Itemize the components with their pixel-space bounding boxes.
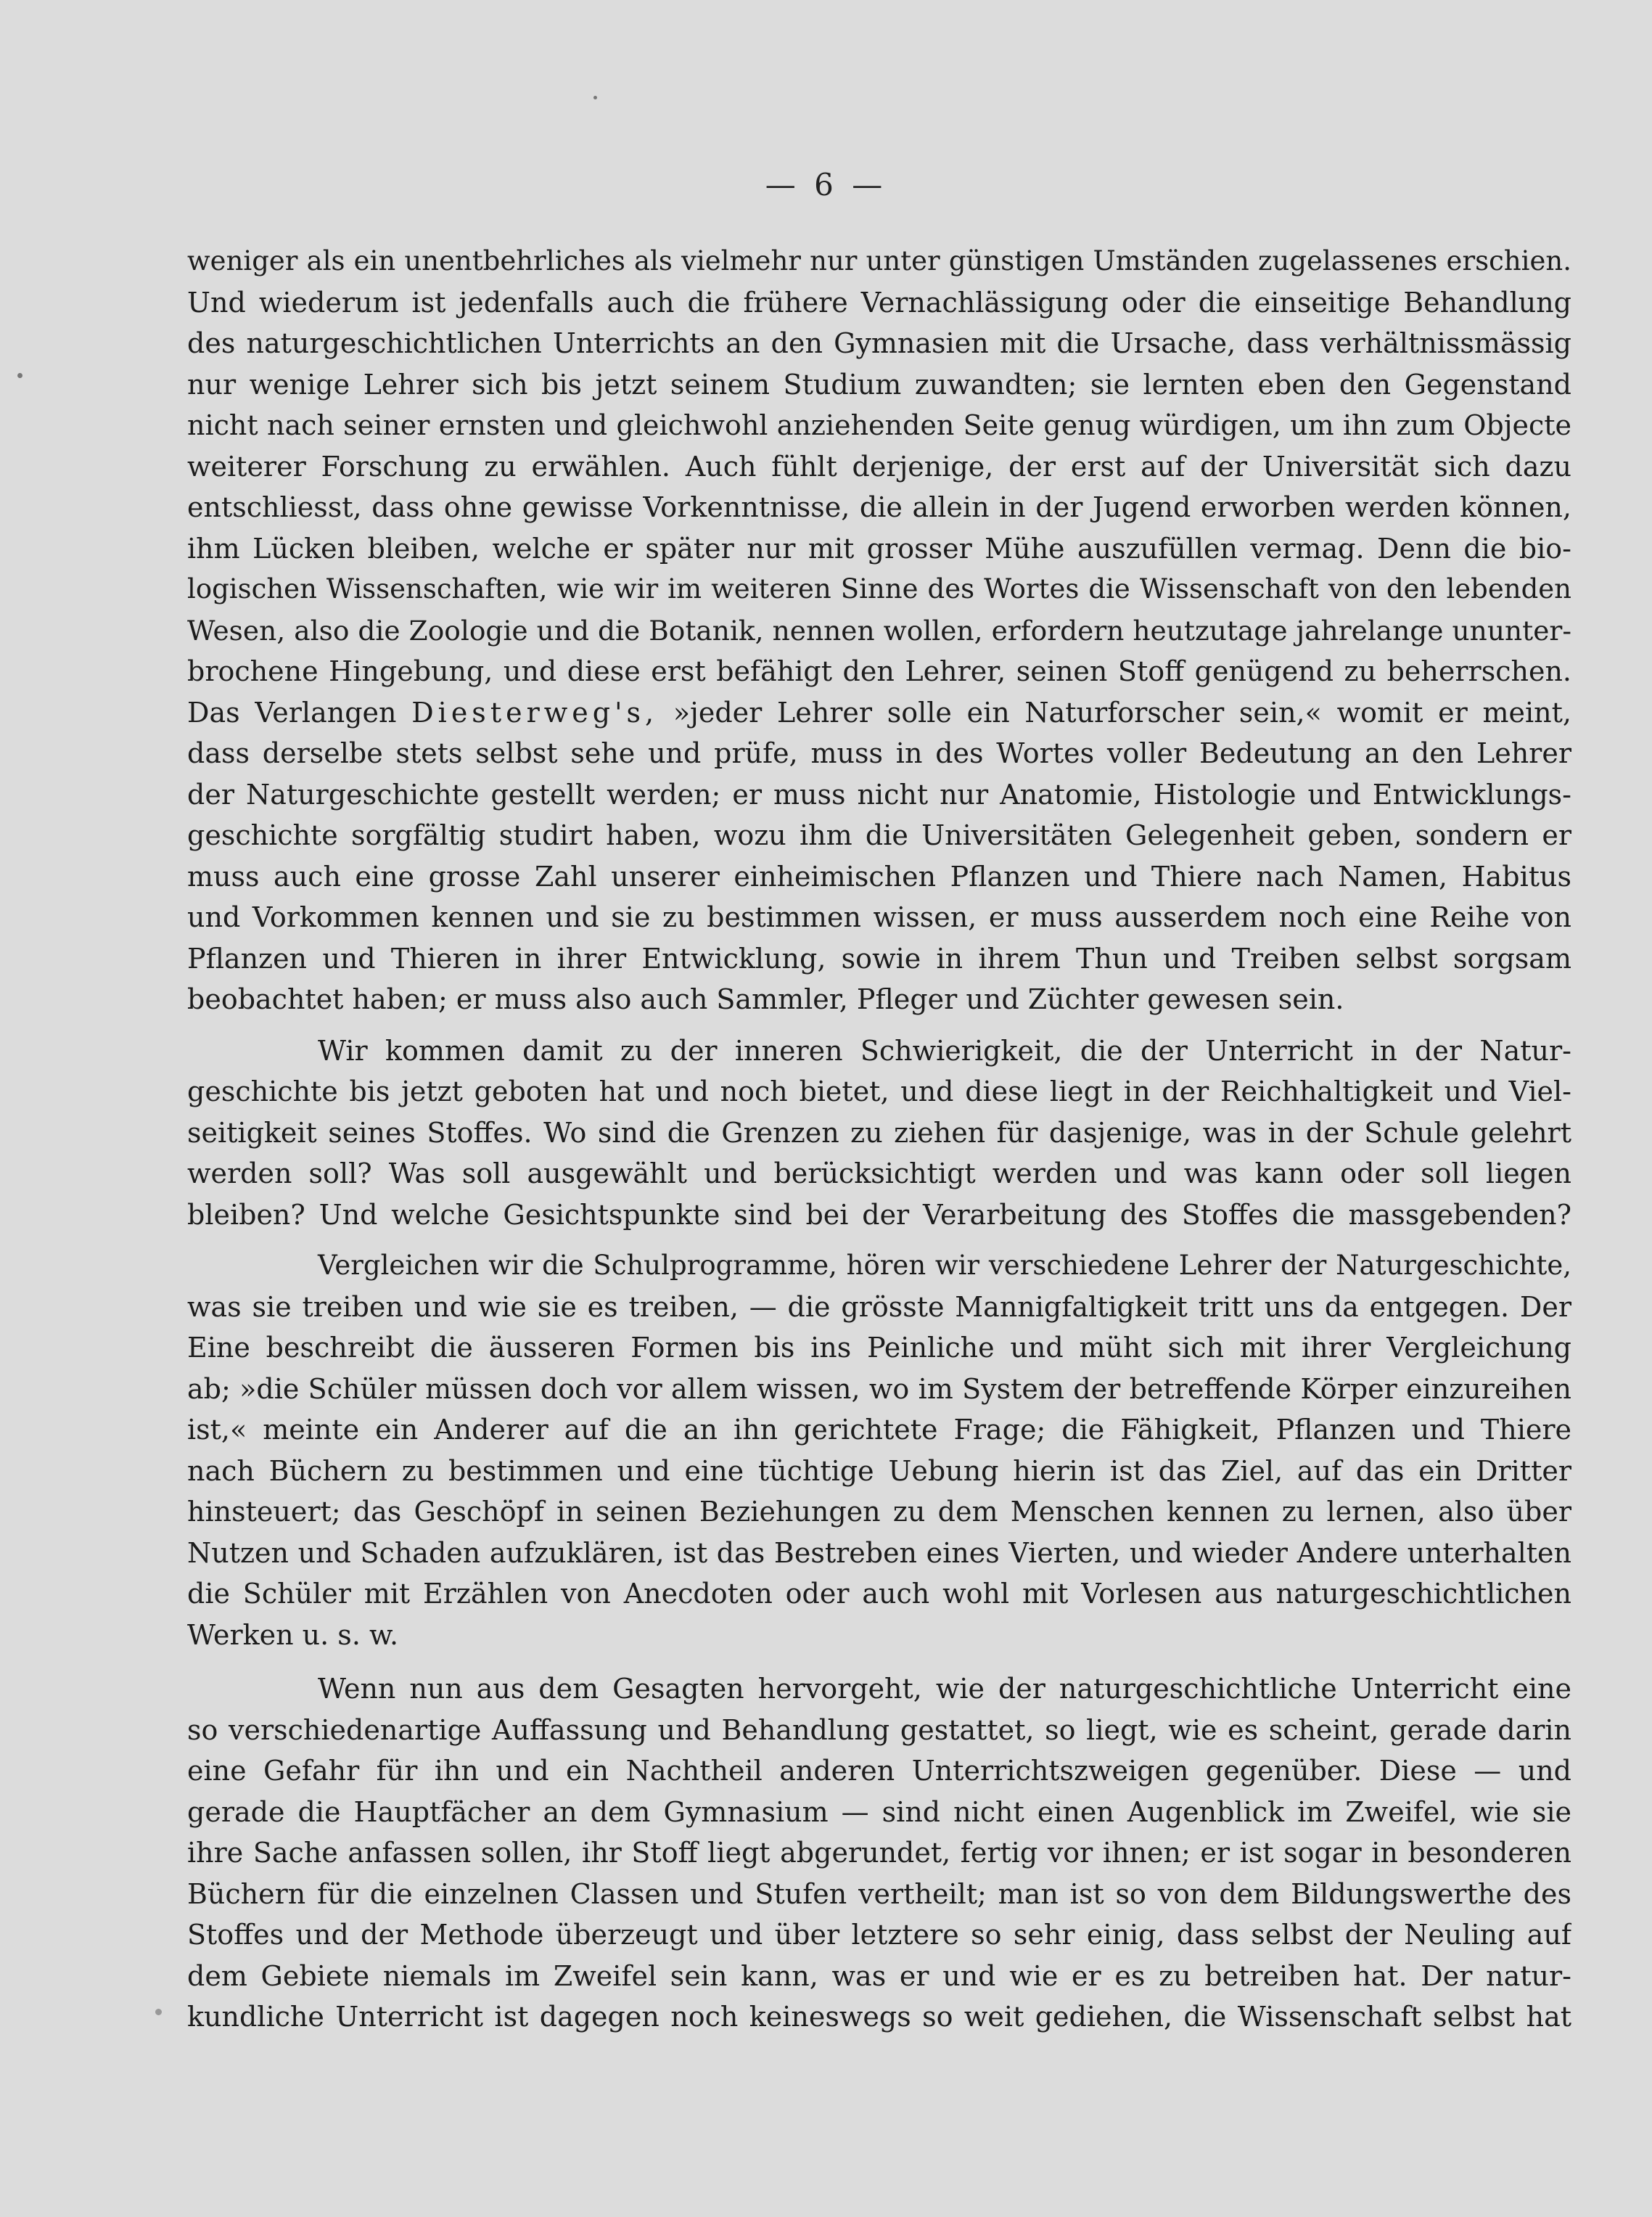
text-line: werden soll? Was soll ausgewählt und berücksichtigt werden und was kann oder soll liegen (187, 1157, 1571, 1189)
text-line: geschichte sorgfältig studirt haben, wozu ihm die Universitäten Gelegenheit geben, sondern er (187, 819, 1571, 851)
text-line: Werken u. s. w. (187, 1618, 399, 1651)
text-line: Nutzen und Schaden aufzuklären, ist das Bestreben eines Vierten, und wieder Andere unterhalten (187, 1536, 1571, 1569)
text-segment: »jeder Lehrer solle ein Naturforscher sein,« womit er meint, (673, 696, 1571, 729)
text-line: bleiben? Und welche Gesichtspunkte sind bei der Verarbeitung des Stoffes die massgebenden? (187, 1198, 1571, 1231)
text-line: dem Gebiete niemals im Zweifel sein kann, was er und wie er es zu betreiben hat. Der natur- (187, 1959, 1571, 1992)
text-line: nicht nach seiner ernsten und gleichwohl anziehenden Seite genug würdigen, um ihn zum Objecte (187, 409, 1571, 441)
text-line: die Schüler mit Erzählen von Anecdoten oder auch wohl mit Vorlesen aus naturgeschichtlichen (187, 1578, 1571, 1610)
text-line: ihre Sache anfassen sollen, ihr Stoff liegt abgerundet, fertig vor ihnen; er ist sogar in besonderen (187, 1837, 1571, 1869)
text-line: eine Gefahr für ihn und ein Nachtheil anderen Unterrichtszweigen gegenüber. Diese — und (187, 1755, 1571, 1787)
text-line: gerade die Hauptfächer an dem Gymnasium — sind nicht einen Augenblick im Zweifel, wie sie (187, 1795, 1571, 1828)
text-line: Wenn nun aus dem Gesagten hervorgeht, wie der naturgeschichtliche Unterricht eine (318, 1673, 1571, 1705)
text-line: Eine beschreibt die äusseren Formen bis ins Peinliche und müht sich mit ihrer Vergleichung (187, 1332, 1571, 1364)
text-line: Und wiederum ist jedenfalls auch die frühere Vernachlässigung oder die einseitige Behandlung (187, 286, 1571, 319)
text-line: geschichte bis jetzt geboten hat und noch bietet, und diese liegt in der Reichhaltigkeit und Viel- (187, 1075, 1571, 1107)
text-line: Wesen, also die Zoologie und die Botanik, nennen wollen, erfordern heutzutage jahrelange ununter- (187, 614, 1571, 647)
text-line: weiterer Forschung zu erwählen. Auch fühlt derjenige, der erst auf der Universität sich dazu (187, 450, 1571, 483)
text-line: brochene Hingebung, und diese erst befähigt den Lehrer, seinen Stoff genügend zu beherrschen. (187, 655, 1571, 687)
text-line: muss auch eine grosse Zahl unserer einheimischen Pflanzen und Thiere nach Namen, Habitus (187, 860, 1571, 893)
text-line: ihm Lücken bleiben, welche er später nur mit grosser Mühe auszufüllen vermag. Denn die bio- (187, 532, 1571, 565)
text-line: ab; »die Schüler müssen doch vor allem wissen, wo im System der betreffende Körper einzureihen (187, 1372, 1571, 1405)
text-line: Stoffes und der Methode überzeugt und über letztere so sehr einig, dass selbst der Neuling auf (187, 1919, 1571, 1951)
text-segment: Das Verlangen (187, 696, 397, 729)
print-speck (155, 2009, 162, 2015)
text-line: weniger als ein unentbehrliches als vielmehr nur unter günstigen Umständen zugelassenes erschien. (187, 245, 1571, 276)
text-line: Pflanzen und Thieren in ihrer Entwicklung, sowie in ihrem Thun und Treiben selbst sorgsam (187, 942, 1571, 975)
text-line: Vergleichen wir die Schulprogramme, hören wir verschiedene Lehrer der Naturgeschichte, (318, 1250, 1571, 1281)
print-speck (17, 373, 22, 378)
text-line: ist,« meinte ein Anderer auf die an ihn gerichtete Frage; die Fähigkeit, Pflanzen und Thiere (187, 1414, 1571, 1446)
text-line: dass derselbe stets selbst sehe und prüfe, muss in des Wortes voller Bedeutung an den Lehrer (187, 737, 1571, 769)
text-line: so verschiedenartige Auffassung und Behandlung gestattet, so liegt, wie es scheint, gerade darin (187, 1713, 1571, 1746)
text-line: logischen Wissenschaften, wie wir im weiteren Sinne des Wortes die Wissenschaft von den lebenden (187, 573, 1571, 605)
text-line: nur wenige Lehrer sich bis jetzt seinem Studium zuwandten; sie lernten eben den Gegenstand (187, 368, 1571, 401)
text-line: kundliche Unterricht ist dagegen noch keineswegs so weit gediehen, die Wissenschaft selbst hat (187, 2001, 1571, 2033)
text-line: des naturgeschichtlichen Unterrichts an den Gymnasien mit die Ursache, dass verhältnissmässig (187, 327, 1571, 359)
paragraph (187, 1030, 1571, 1236)
text-line: entschliesst, dass ohne gewisse Vorkenntnisse, die allein in der Jugend erworben werden können, (187, 491, 1571, 523)
text-line: nach Büchern zu bestimmen und eine tüchtige Uebung hierin ist das Ziel, auf das ein Dritter (187, 1454, 1571, 1487)
author-name: Diesterweg's, (411, 696, 659, 729)
text-line: der Naturgeschichte gestellt werden; er muss nicht nur Anatomie, Histologie und Entwicklungs- (187, 778, 1571, 811)
text-line (187, 692, 1571, 734)
text-line: Büchern für die einzelnen Classen und Stufen vertheilt; man ist so von dem Bildungswerthe des (187, 1877, 1571, 1910)
print-speck (593, 96, 597, 99)
text-line: seitigkeit seines Stoffes. Wo sind die Grenzen zu ziehen für dasjenige, was in der Schule gelehrt (187, 1116, 1571, 1149)
paragraph (187, 1245, 1571, 1655)
text-line: was sie treiben und wie sie es treiben, — die grösste Mannigfaltigkeit tritt uns da entgegen. Der (187, 1290, 1571, 1323)
text-line: hinsteuert; das Geschöpf in seinen Beziehungen zu dem Menschen kennen zu lernen, also über (187, 1496, 1571, 1528)
body-text (187, 241, 1571, 2038)
text-line: und Vorkommen kennen und sie zu bestimmen wissen, er muss ausserdem noch eine Reihe von (187, 901, 1571, 933)
text-line: beobachtet haben; er muss also auch Sammler, Pfleger und Züchter gewesen sein. (187, 983, 1344, 1015)
page-number: — 6 — (765, 167, 887, 202)
text-line: Wir kommen damit zu der inneren Schwierigkeit, die der Unterricht in der Natur- (318, 1034, 1571, 1067)
paragraph (187, 241, 1571, 1020)
paragraph (187, 1668, 1571, 2038)
